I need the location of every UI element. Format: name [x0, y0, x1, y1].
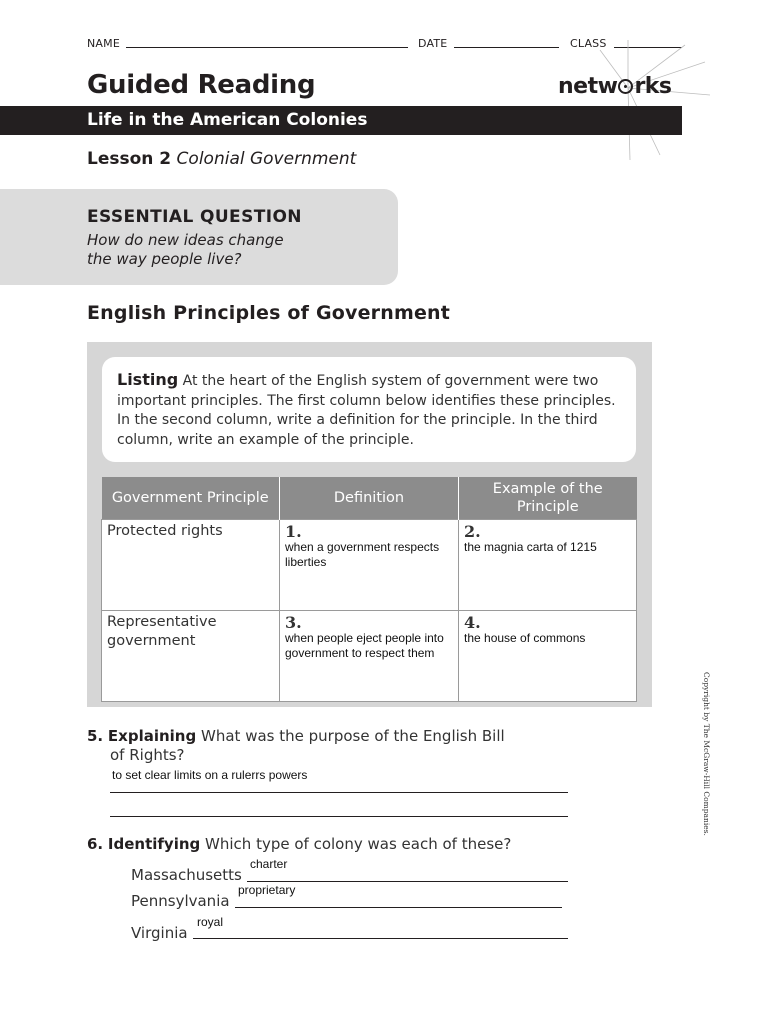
- q5-skill: Explaining: [107, 727, 197, 745]
- principles-table: [101, 477, 637, 702]
- example-answer[interactable]: the magnia carta of 1215: [464, 540, 597, 554]
- q5-number: 5.: [87, 727, 104, 745]
- unit-title: Life in the American Colonies: [87, 110, 368, 130]
- date-field[interactable]: [454, 47, 559, 48]
- eq-line-1: How do new ideas change: [87, 231, 284, 249]
- brand-rays-graphic: [590, 40, 720, 170]
- eq-line-2: the way people live?: [87, 250, 242, 268]
- table-header-row: [102, 477, 637, 520]
- networks-logo: [558, 74, 672, 99]
- logo-o-icon: [618, 79, 633, 94]
- colony-pennsylvania: Pennsylvania: [131, 892, 230, 910]
- class-label: CLASS: [570, 37, 607, 50]
- copyright-notice: [700, 672, 714, 842]
- principle-cell: Protected rights: [102, 520, 280, 611]
- q5-answer-line-2[interactable]: [110, 816, 568, 817]
- pennsylvania-line[interactable]: [235, 907, 562, 908]
- definition-cell[interactable]: [280, 611, 459, 702]
- lesson-heading: [87, 149, 356, 169]
- header-definition: Definition: [280, 477, 459, 520]
- colony-virginia: Virginia: [131, 924, 188, 942]
- definition-cell[interactable]: [280, 520, 459, 611]
- q6-number: 6.: [87, 835, 104, 853]
- q5-text-line2: of Rights?: [110, 746, 185, 764]
- virginia-line[interactable]: [193, 938, 568, 939]
- q5-text-line1: What was the purpose of the English Bill: [201, 727, 505, 745]
- question-6: [87, 835, 511, 854]
- item-number: 1.: [285, 522, 302, 541]
- item-number: 2.: [464, 522, 481, 541]
- section-title: English Principles of Government: [87, 302, 451, 324]
- q6-text: Which type of colony was each of these?: [205, 835, 512, 853]
- item-number: 4.: [464, 613, 481, 632]
- listing-body: At the heart of the English system of government were two important principles. The first column below identifies these principles. In the second column, write a definition for the principle. In the third column, write an example of the principle.: [117, 373, 616, 448]
- example-cell[interactable]: [459, 611, 637, 702]
- q5-answer[interactable]: to set clear limits on a rulerrs powers: [112, 768, 308, 782]
- example-answer[interactable]: the house of commons: [464, 631, 586, 645]
- listing-label: Listing: [117, 370, 179, 389]
- pennsylvania-answer[interactable]: proprietary: [238, 883, 296, 897]
- logo-suffix: rks: [634, 74, 672, 99]
- q5-answer-line-1[interactable]: [110, 792, 568, 793]
- logo-prefix: netw: [558, 74, 618, 99]
- principle-cell: Representative government: [102, 611, 280, 702]
- lesson-number: Lesson 2: [87, 149, 172, 169]
- copyright-text: Copyright by The McGraw-Hill Companies.: [702, 672, 711, 836]
- q6-skill: Identifying: [107, 835, 201, 853]
- definition-answer[interactable]: when people eject people into government to respect them: [285, 631, 444, 660]
- page-title: Guided Reading: [87, 70, 316, 100]
- massachusetts-line[interactable]: [247, 881, 568, 882]
- definition-answer[interactable]: when a government respects liberties: [285, 540, 440, 569]
- question-5: [87, 727, 505, 746]
- example-cell[interactable]: [459, 520, 637, 611]
- header-example: Example of the Principle: [459, 477, 637, 520]
- lesson-name: Colonial Government: [176, 149, 357, 169]
- date-label: DATE: [418, 37, 448, 50]
- table-row: [102, 611, 637, 702]
- header-government-principle: Government Principle: [102, 477, 280, 520]
- listing-instructions: [117, 370, 627, 450]
- colony-massachusetts: Massachusetts: [131, 866, 242, 884]
- name-label: NAME: [87, 37, 120, 50]
- massachusetts-answer[interactable]: charter: [250, 857, 288, 871]
- name-field[interactable]: [126, 47, 408, 48]
- table-row: [102, 520, 637, 611]
- virginia-answer[interactable]: royal: [197, 915, 224, 929]
- essential-question-text: [87, 231, 284, 269]
- item-number: 3.: [285, 613, 302, 632]
- essential-question-heading: ESSENTIAL QUESTION: [87, 207, 302, 227]
